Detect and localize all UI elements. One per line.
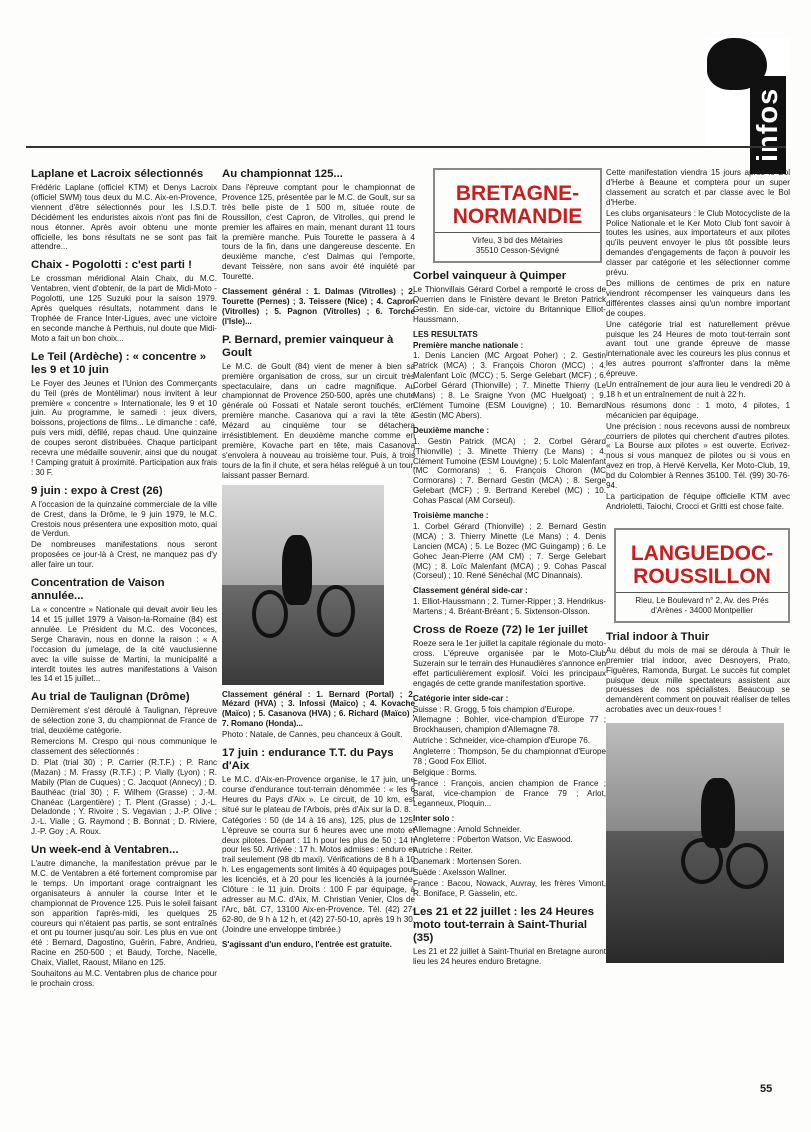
headline: 9 juin : expo à Crest (26) (31, 484, 163, 497)
headline: P. Bernard, premier vainqueur à Goult (222, 333, 394, 359)
page-number: 55 (760, 1083, 773, 1095)
paragraph: Une précision : nous recevons aussi de nombreux courriers de pilotes qui cherchent d'autres pilotes. « La Bourse aux pilotes » est ouverte. Ecrivez-nous si vous manquez de pilotes ou si vous en avez en trop, à Hervé Kervella, Ker Moto-Club, 19, bd du Colombier à Rennes 35100. Tél. (99) 30-76-94. (606, 421, 790, 491)
subheading: Troisième manche : (413, 511, 489, 521)
headline: 17 juin : endurance T.T. du Pays d'Aix (222, 747, 394, 773)
column-3 (413, 168, 606, 968)
region-title: LANGUEDOC-ROUSSILLON (616, 530, 788, 593)
paragraph: Le Foyer des Jeunes et l'Union des Commerçants du Teil (près de Montélimar) nous invitent à leur première « concentre » Internationale, les 9 et 10 juin. Au programme, le samedi : jeux divers, boissons, projections de films... Le dimanche : café, puis vers midi, défilé, repas chaud. Une quinzaine de coupes seront distribuées. Chaque participant recevra une médaille souvenir, ainsi que du nougat ! Camping gratuit à proximité. Participation aux frais : 30 F. (31, 378, 217, 477)
paragraph: Frédéric Laplane (officiel KTM) et Denys Lacroix (officiel SWM) tous deux du M.C. Aix-en-Provence, viennent d'être sélectionnés pour les I.S.D.T. Décidément les enduristes aixois n'ont pas fini de nous étonner. Après avoir obtenu une monte officielle, les bons résultats ne se sont pas fait attendre... (31, 183, 217, 252)
region-address: Virfeu, 3 bd des Métairies 35510 Cesson-Sévigné (472, 236, 563, 255)
paragraph: D. Plat (trial 30) ; P. Carrier (R.T.F.) ; P. Ranc (Mazan) ; M. Frassy (R.T.F.) ; P. Vially (Lyon) ; R. Mabily (Plan de Cuques) ; C. Jacquot (Annecy) ; D. Bauthéac (trial 30) ; F. Wilhem (Grasse) ; J.-M. Chanéac (Largentière) ; T. Plent (Grasse) ; J.-L. Deladonde ; Y. Rivoire ; S. Vegavian ; J.-P. Olive ; J.-L. Vialle ; G. Raymond ; B. Bonnat ; D. Riviere, J.-P. Goy ; A. Roux. (31, 757, 217, 837)
paragraph: De nombreuses manifestations nous seront proposées ce jour-là à Crest, ne manquez pas d'y aller faire un tour. (31, 540, 217, 570)
paragraph: Belgique : Borms. (413, 767, 477, 777)
subheading: LES RESULTATS (413, 329, 478, 339)
paragraph: A l'occasion de la quinzaine commerciale de la ville de Crest, dans la Drôme, le 9 juin 1979, le M.C. Crestois nous présentera une exposition moto, quai de Verdun. (31, 499, 217, 539)
paragraph: Autriche : Schneider, vice-champion d'Europe 76. (413, 736, 591, 746)
paragraph: Les 21 et 22 juillet à Saint-Thurial en Bretagne auront lieu les 24 heures enduro Bretagne. (413, 946, 606, 966)
paragraph: Les clubs organisateurs : le Club Motocycliste de la Police Nationale et le Ker Moto Club font savoir à toutes les usines, aux importateurs et aux pilotes qu'ils peuvent envoyer le plus tôt possible leurs demandes d'engagements de façon à pouvoir les classer par catégorie et les sélectionner comme prévu. (606, 208, 790, 278)
paragraph: Dernièrement s'est déroulé à Taulignan, l'épreuve de sélection zone 3, du championnat de France de trial, deuxième catégorie. (31, 706, 217, 736)
headline: Trial indoor à Thuir (606, 630, 710, 643)
subheading: Catégorie inter side-car : (413, 693, 509, 703)
region-box-bretagne (433, 168, 602, 263)
subheading: Classement général side-car : (413, 586, 528, 596)
infos-badge (705, 38, 789, 163)
paragraph: Dans l'épreuve comptant pour le championnat de Provence 125, présentée par le M.C. de Goult, sur sa très belle piste de 1 500 m, située route de Roussillon, c'est Capron, de Vitrolles, qui prend le premier les affaires en main, menant durant 11 tours la première manche. Puis Tourette le passera à 4 tours de la fin, dans une dangereuse descente. En deuxième manche, c'est Dalmas qui l'emporte, devant Teissère, non sans avoir été inquiété par Tourette. (222, 183, 415, 282)
paragraph: L'autre dimanche, la manifestation prévue par le M.C. de Ventabren a été fortement compromise par le temps. Un important orage contraignant les organisateurs à annuler la course Inter et le championnat de Provence 125. Puis le soleil faisant son apparition l'après-midi, les quelques 25 coureurs qui n'étaient pas partis, se sont entraînés et ont pu tourner jusqu'au soir. Les plus en vue ont été : Bernard, Dagostino, Guérin, Fabre, Andrieu, Racine en 250-500 ; et Baudy, Torche, Nacelle, Chaix, Viallet, Raoust, Milano en 125. (31, 859, 217, 968)
paragraph: Une catégorie trial est naturellement prévue puisque les 24 Heures de moto tout-terrain sont avant tout une grande épreuve de masse internationale avec les coureurs les plus connus et les autres pourront s'affronter dans la même épreuve. (606, 319, 790, 379)
paragraph: Angleterre : Poberton Watson, Vic Easwood. (413, 835, 573, 845)
paragraph: Le M.C. d'Aix-en-Provence organise, le 17 juin, une course d'endurance tout-terrain dénommée : « les 6 Heures du Pays d'Aix ». Le circuit, de 10 km, est situé sur le plateau de l'Arbois, près d'Aix sur la D. 8. (222, 775, 415, 814)
column-2 (222, 168, 415, 951)
paragraph: Allemagne : Bohler, vice-champion d'Europe 77 ; Brockhausen, champion d'Allemagne 78. (413, 715, 606, 735)
paragraph: Suède : Axelsson Wallner. (413, 868, 507, 878)
region-address: Rieu, Le Boulevard n° 2, Av. des Prés d'Arènes - 34000 Montpellier (635, 595, 769, 615)
paragraph: La participation de l'équipe officielle KTM avec Andrioletti, Taiochi, Crocci et Gritti est chose faite. (606, 492, 790, 511)
headline: Les 21 et 22 juillet : les 24 Heures moto tout-terrain à Saint-Thurial (35) (413, 905, 595, 944)
paragraph: Cette manifestation viendra 15 jours après le Bol d'Herbe à Beaune et comptera pour un super classement au scratch et par classe avec le Bol d'Herbe. (606, 168, 790, 207)
paragraph: 1. Elliot-Haussmann ; 2. Turner-Ripper ; 3. Hendrikus-Martens ; 4. Bréant-Bréant ; 5. Sixtenson-Olsson. (413, 597, 606, 617)
headline: Chaix - Pogolotti : c'est parti ! (31, 259, 192, 272)
paragraph: Un entraînement de jour aura lieu le vendredi 20 à 18 h et un entraînement de nuit à 22 h. (606, 380, 790, 399)
infos-label: infos (750, 76, 786, 174)
paragraph: Le Thionvillais Gérard Corbel a remporté le cross de Querrien dans le Finistère devant le Breton Patrick Gestin. En side-car, victoire du Britannique Elliot-Haussmann. (413, 285, 606, 324)
header-rule (26, 146, 786, 148)
paragraph: Roeze sera le 1er juillet la capitale régionale du moto-cross. L'épreuve organisée par le Moto-Club Suzerain sur le terrain des Hunaudières s'annonce en effet particulièrement explosif. Voici les principaux engagés de cette grande manifestation sportive. (413, 639, 607, 688)
paragraph: Autriche : Reiter. (413, 846, 473, 856)
paragraph: Suisse : R. Grogg, 5 fois champion d'Europe. (413, 704, 575, 714)
paragraph: Classement général : 1. Bernard (Portal) ; 2. Mézard (HVA) ; 3. Infossi (Maïco) ; 4. Kovache (Maïco) ; 5. Casanova (HVA) ; 6. Richard (Maïco) ; 7. Romano (Honda)... (222, 689, 415, 729)
paragraph: Angleterre : Thompson, 5e du championnat d'Europe 78 ; Good Fox Elliot. (413, 747, 606, 767)
subheading: Inter solo : (413, 813, 455, 823)
paragraph: France : Bacou, Nowack, Auvray, les frères Vimont, R. Boniface, P. Gasselin, etc. (413, 879, 606, 898)
headline: Corbel vainqueur à Quimper (413, 270, 567, 282)
paragraph: Le crossman méridional Alain Chaix, du M.C. Ventabren, vient d'obtenir, de la part de Midi-Moto - Pogolotti, une 125 Suzuki pour la saison 1979. Après quelques résultats, notamment dans le Trophée de France Inter-Ligues, avec une victoire en seconde manche à Perthuis, nul doute que Midi-Moto a fait un bon choix... (31, 274, 217, 343)
subheading: Deuxième manche : (413, 425, 490, 435)
column-4 (606, 168, 790, 963)
paragraph: S'agissant d'un enduro, l'entrée est gratuite. (222, 939, 392, 949)
paragraph: Au début du mois de mai se déroula à Thuir le premier trial indoor, avec Desnoyers, Prato, Figuères, Ramonda, Burgat. Le succès fut complet puisque deux mille spectateurs assistent aux prouesses de nos spécialistes. Beaucoup se demandèrent comment on pouvait réaliser de telles acrobaties avec un deux-roues ! (606, 645, 791, 715)
paragraph: Souhaitons au M.C. Ventabren plus de chance pour le prochain cross. (31, 969, 217, 988)
paragraph: 1. Corbel Gérard (Thionville) ; 2. Bernard Gestin (MCA) ; 3. Thierry Minette (Le Mans) ; 4. Denis Lancien (MCA) ; 5. Le Bozec (MC Guingamp) ; 6. Le Gohec Jean-Pierre (AM CM) ; 7. Serge Gelebart (MC) ; 8. Loïc Malenfant (MCA) ; 9. Cohas Pascal (Corseul) ; 10. René Sénéchal (MC Dinannais). (413, 521, 606, 581)
paragraph: Photo : Natale, de Cannes, peu chanceux à Goult. (222, 730, 403, 740)
paragraph: Allemagne : Arnold Schneider. (413, 824, 522, 834)
headline: Un week-end à Ventabren... (31, 844, 179, 857)
headline: Cross de Roeze (72) le 1er juillet (413, 624, 588, 637)
paragraph: 1. Denis Lancien (MC Argoat Poher) ; 2. Gestin Patrick (MCA) ; 3. François Choron (MCC) ; 4. Malenfant Loïc (MCC) ; 5. Serge Gelebart (MCF) ; 6. Corbel Gérard (Thionville) ; 7. Minette Thierry (Le Mans) ; 8. Le Sraigne Yvon (MC Huelgoat) ; 9. Clément Tumoine (ESM Louvigne) ; 10. Bernard Gestin (MC Abers). (413, 351, 606, 420)
paragraph: 1. Gestin Patrick (MCA) ; 2. Corbel Gérard (Thionville) ; 3. Minette Thierry (Le Mans) ; 4. Clément Tumoine (ESM Louvigne) ; 5. Loïc Malenfant (MC Cormorans) ; 6. François Choron (MC Cormorans) ; 7. Bernard Gestin (MCA) ; 8. Serge Gelebart (MCF) ; 9. Bertrand Kerebel (MC) ; 10. Cohas Pascal (AM Corseul). (413, 436, 606, 506)
region-title: BRETAGNE-NORMANDIE (435, 170, 600, 233)
paragraph: Classement général : 1. Dalmas (Vitrolles) ; 2. Tourette (Pernes) ; 3. Teissere (Nice) ; 4. Capron (Vitrolles) ; 5. Pagnon (Vitrolles) ; 6. Torche (l'Isle)... (222, 287, 415, 326)
paragraph: Des millions de centimes de prix en nature viendront récompenser les vainqueurs dans les différentes classes ainsi qu'un nombre important de coupes. (606, 278, 790, 318)
paragraph: Remercions M. Crespo qui nous communique le classement des sélectionnés : (31, 737, 217, 756)
trial-photo (606, 723, 784, 963)
headline: Concentration de Vaison annulée... (31, 577, 165, 603)
paragraph: France : François, ancien champion de France ; Barat, vice-champion de France 79 ; Arlot, Leganneux, Ploquin... (413, 778, 606, 808)
motocross-photo (222, 485, 384, 685)
paragraph: La « concentre » Nationale qui devait avoir lieu les 14 et 15 juillet 1979 à Vaison-la-Romaine (84) est annulée. Le Président du M.C. des Voconces, Serge Charavin, nous en donne la raison : « A l'occasion du jumelage, de la cité vauclusienne avec la ville suisse de Martini, la municipalité a interdit toutes les autres manifestations à Vaison les 14 et 15 juillet... (31, 605, 217, 684)
paragraph: Danemark : Mortensen Soren. (413, 857, 522, 867)
headline: Au trial de Taulignan (Drôme) (31, 691, 190, 704)
paragraph: Le M.C. de Goult (84) vient de mener à bien sa première organisation de cross, sur un circuit très spectaculaire, dans un cadre magnifique. Au championnat de Provence 250-500, après une chute générale où Fossati et Natale seront touchés, en première manche. Casanova qui a ravi la tête à Mézard au cinquième tour se détachera irrésistiblement. En deuxième manche comme en première, Kovache part en tête, mais Casanova s'envolera à nouveau au troisième tour. Puis, à trois tours de la fin il chute, et sera hélas relégué à un tour, laissant passer Bernard. (222, 361, 415, 480)
paragraph: Catégories : 50 (de 14 à 16 ans), 125, plus de 125. L'épreuve se courra sur 6 heures avec une moto et deux pilotes. Départ : 11 h pour les plus de 50 ; 14 h pour les 50. Arrivée : 17 h. Motos admises : enduro et trail seulement (98 db maxi). Vérifications de 8 h à 10 h. Les engagements sont limités à 40 équipages pour les licenciés, et à 20 pour les licenciés à la journée. Clôture : le 11 juin. Droits : 100 F par équipage, à adresser au M.C. d'Aix, M. Christian Venier, Clos de l'Arc, bât. C7, 13100 Aix-en-Provence. Tél. (42) 27-62-80, de 9 h à 12 h, et (42) 27-50-10, après 19 h 30. (Joindre une enveloppe timbrée.) (222, 815, 415, 934)
headline: Laplane et Lacroix sélectionnés (31, 168, 204, 180)
subheading: Première manche nationale : (413, 340, 524, 350)
paragraph: Nous résumons donc : 1 moto, 4 pilotes, 1 mécanicien par équipage. (606, 400, 790, 420)
headline: Au championnat 125... (222, 168, 343, 180)
column-1 (31, 168, 217, 990)
headline: Le Teil (Ardèche) : « concentre » les 9 et 10 juin (31, 350, 207, 376)
region-box-languedoc (614, 528, 790, 623)
